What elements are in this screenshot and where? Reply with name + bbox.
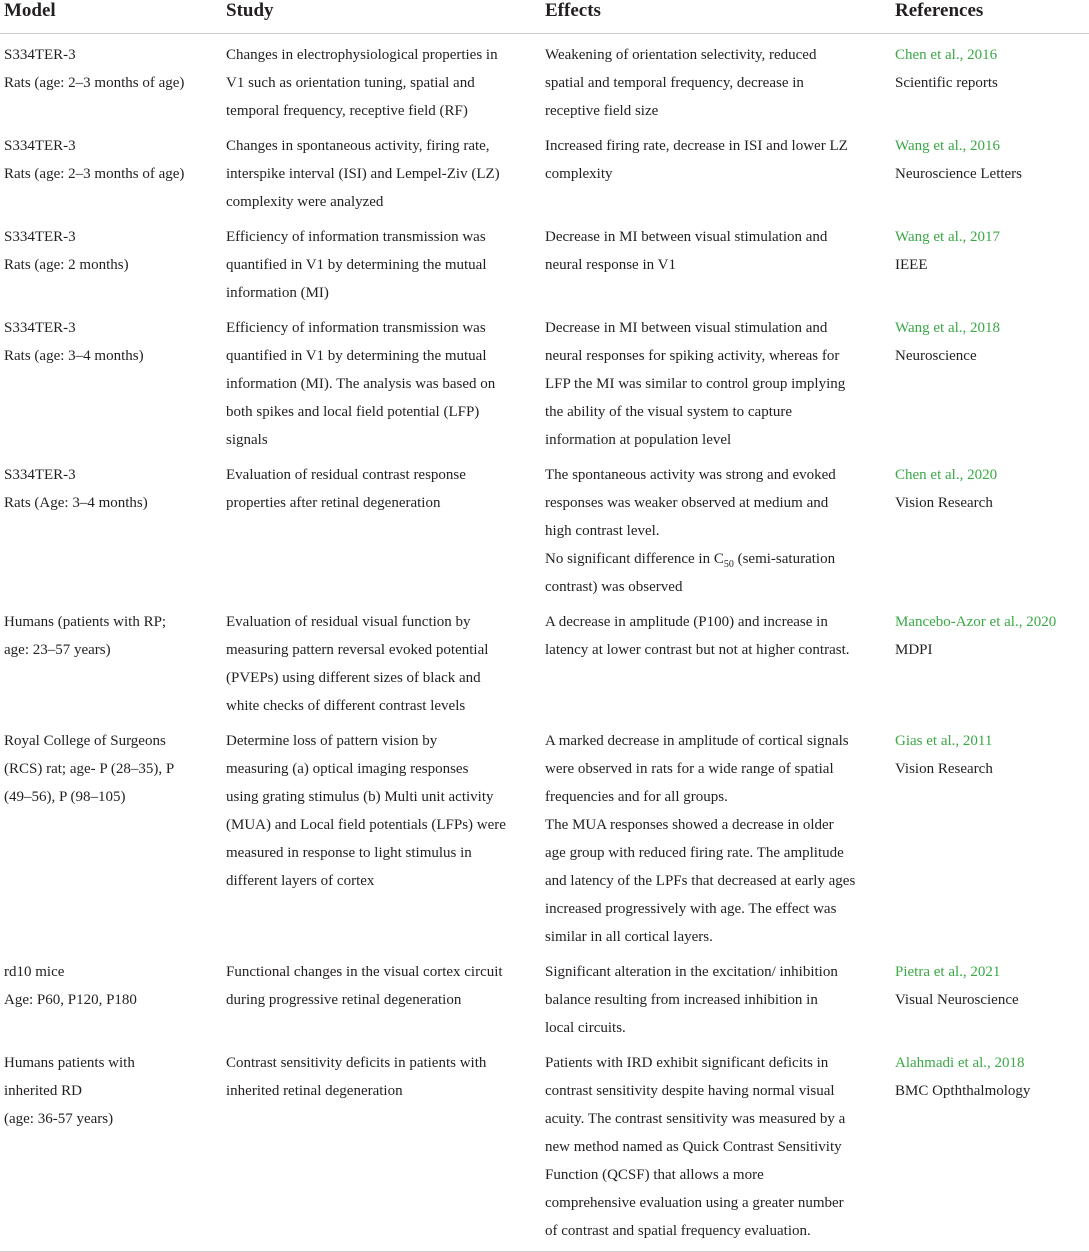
model-line: (49–56), P (98–105): [4, 789, 126, 805]
header-references: References: [891, 0, 1089, 34]
effects-cell: [541, 601, 891, 720]
model-cell: [0, 34, 222, 126]
journal-name: MDPI: [895, 642, 933, 658]
journal-name: IEEE: [895, 257, 928, 273]
study-cell: [222, 454, 541, 601]
model-line: Rats (age: 2–3 months of age): [4, 166, 185, 182]
effects-cell: [541, 720, 891, 951]
model-line: Rats (age: 2–3 months of age): [4, 75, 185, 91]
study-line: measured in response to light stimulus in: [226, 845, 472, 861]
study-line: measuring pattern reversal evoked potential: [226, 642, 489, 658]
effects-line: local circuits.: [545, 1020, 626, 1036]
reference-link[interactable]: Chen et al., 2020: [895, 467, 998, 483]
effects-line: Decrease in MI between visual stimulation and: [545, 229, 828, 245]
effects-line: receptive field size: [545, 103, 659, 119]
effects-line: Patients with IRD exhibit significant deficits in: [545, 1055, 829, 1071]
table-row: [0, 34, 1089, 126]
model-line: Humans (patients with RP;: [4, 614, 167, 630]
journal-name: Neuroscience Letters: [895, 166, 1023, 182]
study-line: Evaluation of residual visual function by: [226, 614, 471, 630]
study-line: complexity were analyzed: [226, 194, 384, 210]
study-line: information (MI): [226, 285, 329, 301]
study-line: Changes in electrophysiological properties in: [226, 47, 498, 63]
effects-line: A decrease in amplitude (P100) and increase in: [545, 614, 828, 630]
effects-line: Weakening of orientation selectivity, reduced: [545, 47, 817, 63]
study-line: Contrast sensitivity deficits in patients with: [226, 1055, 487, 1071]
effects-line: A marked decrease in amplitude of cortical signals: [545, 733, 849, 749]
effects-cell: [541, 951, 891, 1042]
reference-link[interactable]: Mancebo-Azor et al., 2020: [895, 614, 1057, 630]
table-row: [0, 601, 1089, 720]
model-line: Rats (Age: 3–4 months): [4, 495, 148, 511]
model-line: S334TER-3: [4, 138, 76, 154]
study-line: Functional changes in the visual cortex circuit: [226, 964, 503, 980]
model-line: Humans patients with: [4, 1055, 135, 1071]
study-line: measuring (a) optical imaging responses: [226, 761, 469, 777]
effects-line: comprehensive evaluation using a greater number: [545, 1195, 844, 1211]
model-line: S334TER-3: [4, 467, 76, 483]
effects-line: new method named as Quick Contrast Sensitivity: [545, 1139, 842, 1155]
reference-link[interactable]: Wang et al., 2016: [895, 138, 1001, 154]
effects-line: The spontaneous activity was strong and evoked: [545, 467, 836, 483]
study-cell: [222, 1042, 541, 1252]
model-line: (age: 36-57 years): [4, 1111, 114, 1127]
reference-link[interactable]: Alahmadi et al., 2018: [895, 1055, 1025, 1071]
study-cell: [222, 307, 541, 454]
effects-line: the ability of the visual system to capture: [545, 404, 793, 420]
study-line: Efficiency of information transmission was: [226, 320, 486, 336]
reference-link[interactable]: Chen et al., 2016: [895, 47, 998, 63]
study-line: properties after retinal degeneration: [226, 495, 441, 511]
effects-line: increased progressively with age. The effect was: [545, 901, 837, 917]
reference-link[interactable]: Wang et al., 2018: [895, 320, 1001, 336]
study-cell: [222, 34, 541, 126]
header-model: Model: [0, 0, 222, 34]
study-line: temporal frequency, receptive field (RF): [226, 103, 468, 119]
reference-cell: [891, 34, 1089, 126]
reference-cell: [891, 454, 1089, 601]
reference-cell: [891, 216, 1089, 307]
study-cell: [222, 601, 541, 720]
table-row: [0, 951, 1089, 1042]
effects-line: information at population level: [545, 432, 732, 448]
study-line: (MUA) and Local field potentials (LFPs) were: [226, 817, 506, 833]
journal-name: Scientific reports: [895, 75, 998, 91]
effects-line: latency at lower contrast but not at higher contrast.: [545, 642, 850, 658]
reference-cell: [891, 951, 1089, 1042]
study-line: Evaluation of residual contrast response: [226, 467, 466, 483]
study-line: inherited retinal degeneration: [226, 1083, 403, 1099]
study-line: Changes in spontaneous activity, firing rate,: [226, 138, 490, 154]
study-line: Determine loss of pattern vision by: [226, 733, 438, 749]
effects-cell: [541, 125, 891, 216]
model-line: age: 23–57 years): [4, 642, 111, 658]
effects-line: complexity: [545, 166, 613, 182]
effects-line: No significant difference in $C_{50}$ (semi-saturation: [545, 551, 836, 570]
effects-line: frequencies and for all groups.: [545, 789, 728, 805]
header-effects: Effects: [541, 0, 891, 34]
model-line: rd10 mice: [4, 964, 65, 980]
header-row: [0, 0, 1089, 34]
study-line: during progressive retinal degeneration: [226, 992, 462, 1008]
study-line: white checks of different contrast levels: [226, 698, 466, 714]
reference-cell: [891, 720, 1089, 951]
study-line: V1 such as orientation tuning, spatial and: [226, 75, 475, 91]
table-row: [0, 216, 1089, 307]
effects-line: high contrast level.: [545, 523, 660, 539]
header-study: Study: [222, 0, 541, 34]
study-line: interspike interval (ISI) and Lempel-Ziv (LZ): [226, 166, 500, 182]
study-cell: [222, 720, 541, 951]
study-line: different layers of cortex: [226, 873, 375, 889]
model-cell: [0, 216, 222, 307]
effects-line: Function (QCSF) that allows a more: [545, 1167, 764, 1183]
reference-link[interactable]: Wang et al., 2017: [895, 229, 1001, 245]
effects-line: responses was weaker observed at medium and: [545, 495, 829, 511]
model-cell: [0, 951, 222, 1042]
effects-line: similar in all cortical layers.: [545, 929, 713, 945]
model-cell: [0, 1042, 222, 1252]
effects-line: contrast) was observed: [545, 579, 683, 595]
effects-cell: [541, 1042, 891, 1252]
model-line: Rats (age: 2 months): [4, 257, 129, 273]
study-line: quantified in V1 by determining the mutual: [226, 348, 487, 364]
model-cell: [0, 454, 222, 601]
effects-line: spatial and temporal frequency, decrease in: [545, 75, 804, 91]
model-line: Rats (age: 3–4 months): [4, 348, 144, 364]
journal-name: Neuroscience: [895, 348, 977, 364]
effects-line: neural response in V1: [545, 257, 676, 273]
study-line: quantified in V1 by determining the mutual: [226, 257, 487, 273]
effects-line: age group with reduced firing rate. The amplitude: [545, 845, 844, 861]
effects-line: were observed in rats for a wide range of spatial: [545, 761, 834, 777]
journal-name: Vision Research: [895, 495, 993, 511]
table-row: [0, 125, 1089, 216]
effects-line: acuity. The contrast sensitivity was measured by a: [545, 1111, 846, 1127]
reference-cell: [891, 1042, 1089, 1252]
study-line: Efficiency of information transmission was: [226, 229, 486, 245]
model-line: S334TER-3: [4, 47, 76, 63]
effects-line: of contrast and spatial frequency evaluation.: [545, 1223, 811, 1239]
model-line: Royal College of Surgeons: [4, 733, 166, 749]
effects-line: contrast sensitivity despite having normal visual: [545, 1083, 835, 1099]
study-cell: [222, 951, 541, 1042]
subscript-50: 50: [723, 559, 734, 570]
model-cell: [0, 125, 222, 216]
table-row: [0, 454, 1089, 601]
effects-line: LFP the MI was similar to control group implying: [545, 376, 846, 392]
journal-name: Vision Research: [895, 761, 993, 777]
study-line: (PVEPs) using different sizes of black and: [226, 670, 481, 686]
study-line: signals: [226, 432, 268, 448]
study-line: using grating stimulus (b) Multi unit activity: [226, 789, 494, 805]
model-line: (RCS) rat; age- P (28–35), P: [4, 761, 175, 777]
effects-line: Increased firing rate, decrease in ISI and lower LZ: [545, 138, 848, 154]
effects-line: Decrease in MI between visual stimulation and: [545, 320, 828, 336]
model-line: inherited RD: [4, 1083, 82, 1099]
study-line: information (MI). The analysis was based on: [226, 376, 496, 392]
model-cell: [0, 307, 222, 454]
model-line: Age: P60, P120, P180: [4, 992, 137, 1008]
journal-name: Visual Neuroscience: [895, 992, 1019, 1008]
effects-cell: [541, 216, 891, 307]
study-line: both spikes and local field potential (LFP): [226, 404, 480, 420]
model-line: S334TER-3: [4, 229, 76, 245]
effects-line: The MUA responses showed a decrease in older: [545, 817, 834, 833]
effects-line: balance resulting from increased inhibition in: [545, 992, 818, 1008]
table-row: [0, 307, 1089, 454]
reference-link[interactable]: Gias et al., 2011: [895, 733, 993, 749]
effects-line: neural responses for spiking activity, whereas for: [545, 348, 840, 364]
effects-cell: [541, 34, 891, 126]
reference-cell: [891, 125, 1089, 216]
effects-cell: [541, 454, 891, 601]
reference-link[interactable]: Pietra et al., 2021: [895, 964, 1001, 980]
table-row: [0, 720, 1089, 951]
study-cell: [222, 216, 541, 307]
model-cell: [0, 720, 222, 951]
journal-name: BMC Opththalmology: [895, 1083, 1031, 1099]
effects-line: Significant alteration in the excitation/ inhibition: [545, 964, 838, 980]
reference-cell: [891, 307, 1089, 454]
effects-line: and latency of the LPFs that decreased at early ages: [545, 873, 856, 889]
effects-cell: [541, 307, 891, 454]
table-row: [0, 1042, 1089, 1252]
model-cell: [0, 601, 222, 720]
reference-cell: [891, 601, 1089, 720]
model-line: S334TER-3: [4, 320, 76, 336]
study-cell: [222, 125, 541, 216]
